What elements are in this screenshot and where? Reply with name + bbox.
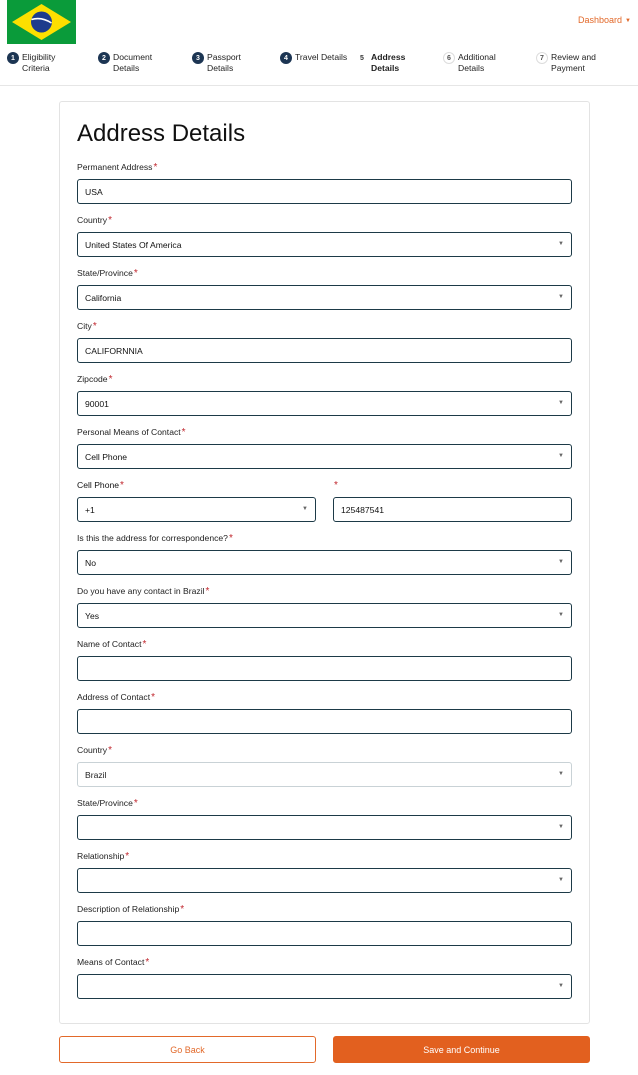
field-label: * bbox=[334, 480, 338, 491]
personal-means-of-contact-field bbox=[77, 427, 572, 469]
field-label: Zipcode* bbox=[77, 374, 113, 385]
field-label: Do you have any contact in Brazil* bbox=[77, 586, 210, 597]
field-label: Name of Contact* bbox=[77, 639, 147, 650]
step-travel-details[interactable] bbox=[280, 52, 357, 64]
step-document-details[interactable] bbox=[98, 52, 175, 74]
chevron-down-icon: ▼ bbox=[558, 294, 564, 300]
personal-means-of-contact-select[interactable]: Cell Phone ▼ bbox=[77, 444, 572, 469]
contact-in-brazil-field bbox=[77, 586, 572, 628]
save-and-continue-button[interactable]: Save and Continue bbox=[333, 1036, 590, 1063]
contact-country-field bbox=[77, 745, 572, 787]
step-number: 4 bbox=[280, 52, 292, 64]
step-number: 7 bbox=[536, 52, 548, 64]
description-of-relationship-input[interactable] bbox=[77, 921, 572, 946]
step-label: Address Details bbox=[371, 52, 406, 73]
zipcode-field bbox=[77, 374, 572, 416]
chevron-down-icon: ▼ bbox=[558, 612, 564, 618]
field-label: Country* bbox=[77, 215, 112, 226]
country-field bbox=[77, 215, 572, 257]
step-passport-details[interactable] bbox=[192, 52, 269, 74]
field-label: Relationship* bbox=[77, 851, 130, 862]
relationship-select[interactable] bbox=[77, 868, 572, 893]
chevron-down-icon: ▼ bbox=[558, 983, 564, 989]
chevron-down-icon: ▼ bbox=[558, 877, 564, 883]
city-field bbox=[77, 321, 572, 363]
state-province-field bbox=[77, 268, 572, 310]
city-input[interactable]: CALIFORNNIA bbox=[77, 338, 572, 363]
brazil-flag-logo bbox=[7, 0, 76, 44]
chevron-down-icon: ▼ bbox=[302, 506, 308, 512]
step-address-details[interactable] bbox=[356, 52, 433, 74]
country-select[interactable]: United States Of America ▼ bbox=[77, 232, 572, 257]
header bbox=[0, 0, 638, 44]
dashboard-label: Dashboard bbox=[578, 15, 623, 25]
chevron-down-icon: ▼ bbox=[558, 824, 564, 830]
field-label: Personal Means of Contact* bbox=[77, 427, 186, 438]
step-number: 1 bbox=[7, 52, 19, 64]
field-label: Address of Contact* bbox=[77, 692, 155, 703]
phone-number-input[interactable]: 125487541 bbox=[333, 497, 572, 522]
field-label: State/Province* bbox=[77, 798, 138, 809]
contact-state-province-field bbox=[77, 798, 572, 840]
address-of-contact-input[interactable] bbox=[77, 709, 572, 734]
address-of-contact-field bbox=[77, 692, 572, 734]
correspondence-address-select[interactable]: No ▼ bbox=[77, 550, 572, 575]
step-label: Travel Details bbox=[295, 52, 348, 62]
step-review-and-payment[interactable] bbox=[536, 52, 613, 74]
chevron-down-icon: ▼ bbox=[625, 18, 631, 24]
state-province-select[interactable]: California ▼ bbox=[77, 285, 572, 310]
step-number: 5 bbox=[360, 54, 364, 62]
chevron-down-icon: ▼ bbox=[558, 241, 564, 247]
step-additional-details[interactable] bbox=[443, 52, 520, 74]
step-label: Review and Payment bbox=[551, 52, 596, 73]
description-of-relationship-field bbox=[77, 904, 572, 946]
permanent-address-input[interactable]: USA bbox=[77, 179, 572, 204]
field-label: Permanent Address* bbox=[77, 162, 158, 173]
field-label: Country* bbox=[77, 745, 112, 756]
cell-phone-code-field bbox=[77, 480, 316, 522]
step-label: Eligibility Criteria bbox=[22, 52, 56, 73]
field-label: Cell Phone* bbox=[77, 480, 124, 491]
go-back-button[interactable]: Go Back bbox=[59, 1036, 316, 1063]
field-label: Is this the address for correspondence?* bbox=[77, 533, 233, 544]
step-number: 2 bbox=[98, 52, 110, 64]
step-eligibility-criteria[interactable] bbox=[7, 52, 84, 74]
means-of-contact-select[interactable] bbox=[77, 974, 572, 999]
chevron-down-icon: ▼ bbox=[558, 453, 564, 459]
contact-state-province-select[interactable] bbox=[77, 815, 572, 840]
page-title: Address Details bbox=[77, 120, 246, 147]
step-label: Passport Details bbox=[207, 52, 241, 73]
name-of-contact-input[interactable] bbox=[77, 656, 572, 681]
step-number: 3 bbox=[192, 52, 204, 64]
chevron-down-icon: ▼ bbox=[558, 771, 564, 777]
relationship-field bbox=[77, 851, 572, 893]
field-label: Description of Relationship* bbox=[77, 904, 185, 915]
field-label: State/Province* bbox=[77, 268, 138, 279]
field-label: Means of Contact* bbox=[77, 957, 150, 968]
correspondence-address-field bbox=[77, 533, 572, 575]
chevron-down-icon: ▼ bbox=[558, 559, 564, 565]
name-of-contact-field bbox=[77, 639, 572, 681]
step-number: 6 bbox=[443, 52, 455, 64]
chevron-down-icon: ▼ bbox=[558, 400, 564, 406]
phone-code-select[interactable]: +1 ▼ bbox=[77, 497, 316, 522]
field-label: City* bbox=[77, 321, 97, 332]
step-label: Document Details bbox=[113, 52, 153, 73]
dashboard-menu[interactable] bbox=[578, 15, 631, 25]
contact-country-select[interactable]: Brazil ▼ bbox=[77, 762, 572, 787]
address-form-card bbox=[59, 101, 590, 1024]
cell-phone-number-field bbox=[333, 480, 572, 522]
zipcode-select[interactable]: 90001 ▼ bbox=[77, 391, 572, 416]
permanent-address-field bbox=[77, 162, 572, 204]
means-of-contact-field bbox=[77, 957, 572, 999]
step-label: Additional Details bbox=[458, 52, 496, 73]
contact-in-brazil-select[interactable]: Yes ▼ bbox=[77, 603, 572, 628]
progress-stepper bbox=[0, 44, 638, 86]
